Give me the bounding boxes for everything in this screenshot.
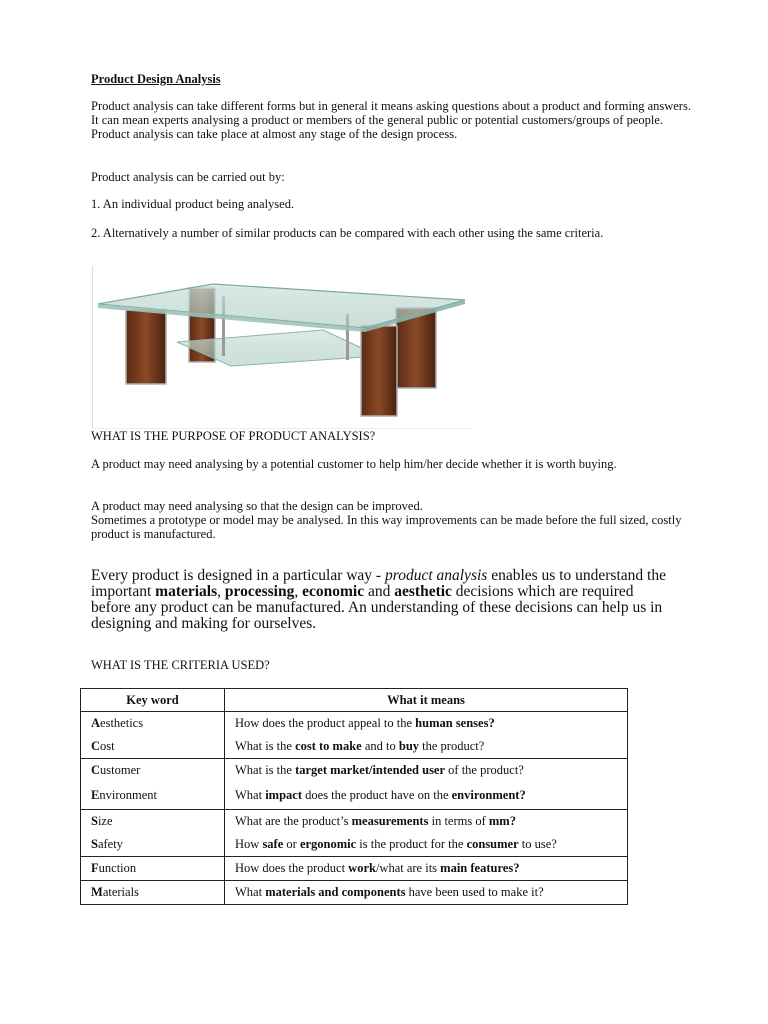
key-materials: Materials <box>91 885 139 899</box>
summary-bold: processing <box>224 583 295 600</box>
key-cell <box>81 810 225 857</box>
summary-italic: product analysis <box>384 567 488 584</box>
summary-text: enables us to understand the important <box>91 567 666 600</box>
purpose-paragraph-2 <box>91 499 691 541</box>
table-row <box>81 857 628 881</box>
purpose-line-b: Sometimes a prototype or model may be analysed. In this way improvements can be made before the full sized, costly product is manufactured. <box>91 513 682 541</box>
summary-text: decisions which are required before any product can be manufactured. An understanding of these decisions can help us in designing and making for ourselves. <box>91 583 663 632</box>
summary-text: , <box>294 583 303 600</box>
summary-bold: economic <box>302 583 365 600</box>
criteria-table <box>80 688 628 905</box>
summary-bold: aesthetic <box>394 583 452 600</box>
meaning-cell <box>225 810 628 857</box>
meaning-customer: What is the target market/intended user of the product? <box>235 763 524 777</box>
front-left-leg <box>126 310 166 384</box>
key-cell <box>81 881 225 905</box>
page-title: Product Design Analysis <box>91 72 221 86</box>
key-customer: Customer <box>91 763 141 777</box>
meaning-safety: How safe or ergonomic is the product for the consumer to use? <box>235 837 557 851</box>
col-key-word: Key word <box>81 689 225 712</box>
meaning-materials: What materials and components have been used to make it? <box>235 885 544 899</box>
table-row <box>81 759 628 810</box>
summary-text: Every product is designed in a particular way - <box>91 567 385 584</box>
meaning-cell <box>225 712 628 759</box>
key-cell <box>81 857 225 881</box>
purpose-heading: WHAT IS THE PURPOSE OF PRODUCT ANALYSIS? <box>91 429 376 443</box>
summary-bold: materials <box>155 583 218 600</box>
point-one: 1. An individual product being analysed. <box>91 197 295 211</box>
key-cell <box>81 712 225 759</box>
meaning-cost: What is the cost to make and to buy the product? <box>235 739 485 753</box>
point-two: 2. Alternatively a number of similar products can be compared with each other using the same criteria. <box>91 226 604 240</box>
coffee-table-photo <box>92 266 471 429</box>
key-environment: Environment <box>91 788 157 802</box>
table-header-row <box>81 689 628 712</box>
purpose-paragraph-1: A product may need analysing by a potential customer to help him/her decide whether it is worth buying. <box>91 457 617 471</box>
meaning-cell <box>225 857 628 881</box>
meaning-function: How does the product work/what are its main features? <box>235 861 520 875</box>
key-cell <box>81 759 225 810</box>
table-row <box>81 881 628 905</box>
key-function: Function <box>91 861 137 875</box>
criteria-heading: WHAT IS THE CRITERIA USED? <box>91 658 270 672</box>
key-safety: Safety <box>91 837 123 851</box>
key-aesthetics: Aesthetics <box>91 716 144 730</box>
front-right-leg <box>361 326 397 416</box>
key-size: Size <box>91 814 113 828</box>
summary-text: and <box>364 583 395 600</box>
meaning-aesthetics: How does the product appeal to the human senses? <box>235 716 495 730</box>
intro-paragraph: Product analysis can take different forms but in general it means asking questions about a product and forming answers. It can mean experts analysing a product or members of the general public or potential customers/groups of people. Product analysis can take place at almost any stage of the design process. <box>91 99 691 141</box>
summary-text: , <box>217 583 225 600</box>
key-cost: Cost <box>91 739 115 753</box>
table-row <box>81 810 628 857</box>
meaning-cell <box>225 881 628 905</box>
coffee-table-illustration <box>93 266 471 428</box>
carried-out-paragraph: Product analysis can be carried out by: <box>91 170 285 184</box>
summary-paragraph <box>91 568 671 632</box>
meaning-size: What are the product’s measurements in terms of mm? <box>235 814 516 828</box>
purpose-line-a: A product may need analysing so that the design can be improved. <box>91 499 423 513</box>
meaning-cell <box>225 759 628 810</box>
col-what-it-means: What it means <box>225 689 628 712</box>
table-row <box>81 712 628 759</box>
meaning-environment: What impact does the product have on the environment? <box>235 788 526 802</box>
